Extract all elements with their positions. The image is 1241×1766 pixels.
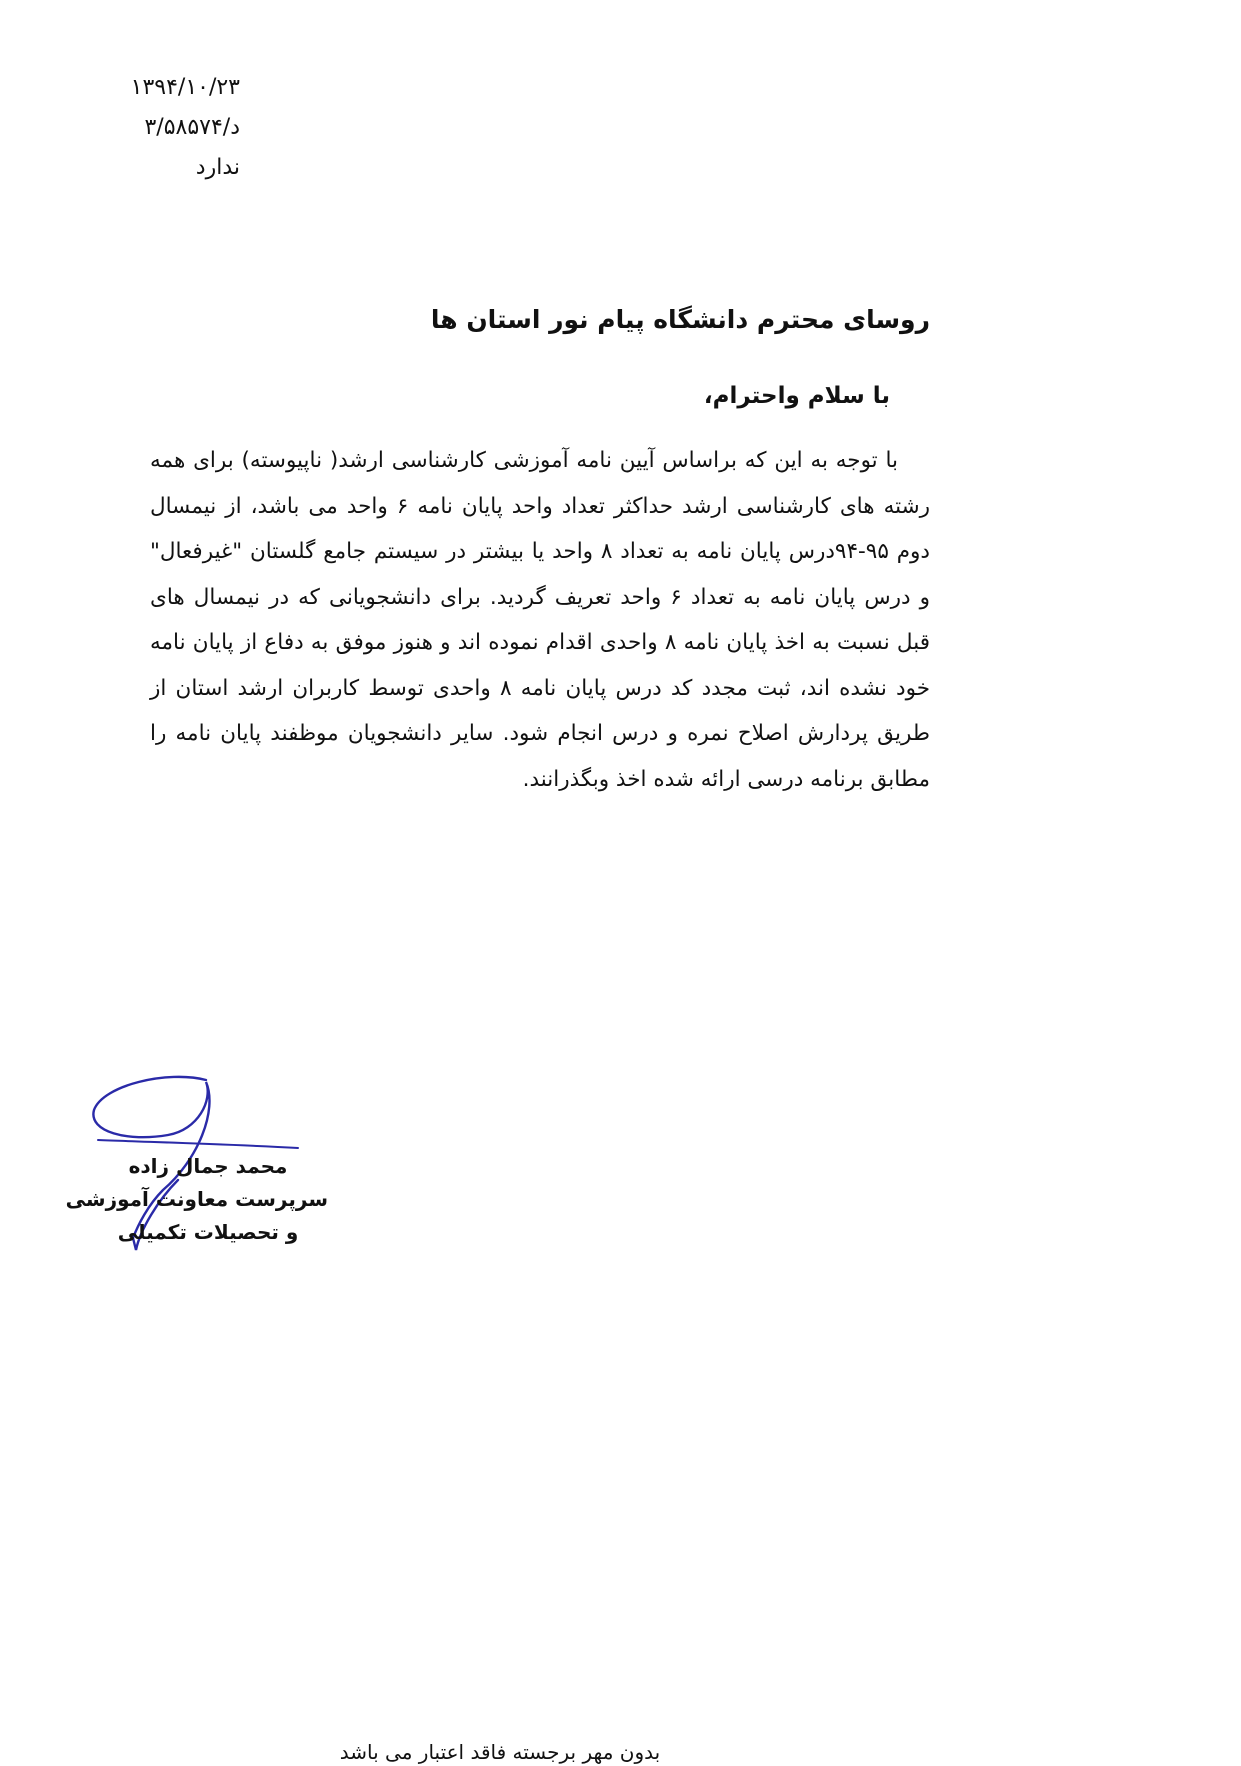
letter-meta <box>60 68 240 188</box>
letter-body: با توجه به این که براساس آیین نامه آموزشی کارشناسی ارشد( ناپیوسته) برای همه رشته های کارشناسی ارشد حداکثر تعداد واحد پایان نامه ۶ واحد می باشد، از نیمسال دوم ۹۵-۹۴درس پایان نامه به تعداد ۸ واحد یا بیشتر در سیستم جامع گلستان "غیرفعال" و درس پایان نامه به تعداد ۶ واحد تعریف گردید. برای دانشجویانی که در نیمسال های قبل نسبت به اخذ پایان نامه ۸ واحدی اقدام نموده اند و هنوز موفق به دفاع از پایان نامه خود نشده اند، ثبت مجدد کد درس پایان نامه ۸ واحدی توسط کاربران ارشد استان از طریق پردارش اصلاح نمره و درس انجام شود. سایر دانشجویان موظفند پایان نامه را مطابق برنامه درسی ارائه شده اخذ وبگذرانند. <box>150 448 931 792</box>
letter-salutation: با سلام واحترام، <box>703 383 890 409</box>
letter-content <box>150 300 930 802</box>
attachment-status: ندارد <box>195 155 240 180</box>
signatory-title-line2: و تحصیلات تکمیلی <box>117 1220 299 1244</box>
reference-number: د/۳/۵۸۵۷۴ <box>144 115 240 140</box>
signature-block <box>65 1070 348 1260</box>
signatory-info <box>65 1150 328 1249</box>
letter-recipient: روسای محترم دانشگاه پیام نور استان ها <box>430 305 930 334</box>
signatory-name: محمد جمال زاده <box>128 1154 288 1178</box>
letter-date: ۱۳۹۴/۱۰/۲۳ <box>130 75 240 100</box>
signatory-title-line1: سرپرست معاونت آموزشی <box>65 1187 328 1211</box>
footer-note: بدون مهر برجسته فاقد اعتبار می باشد <box>339 1740 661 1764</box>
